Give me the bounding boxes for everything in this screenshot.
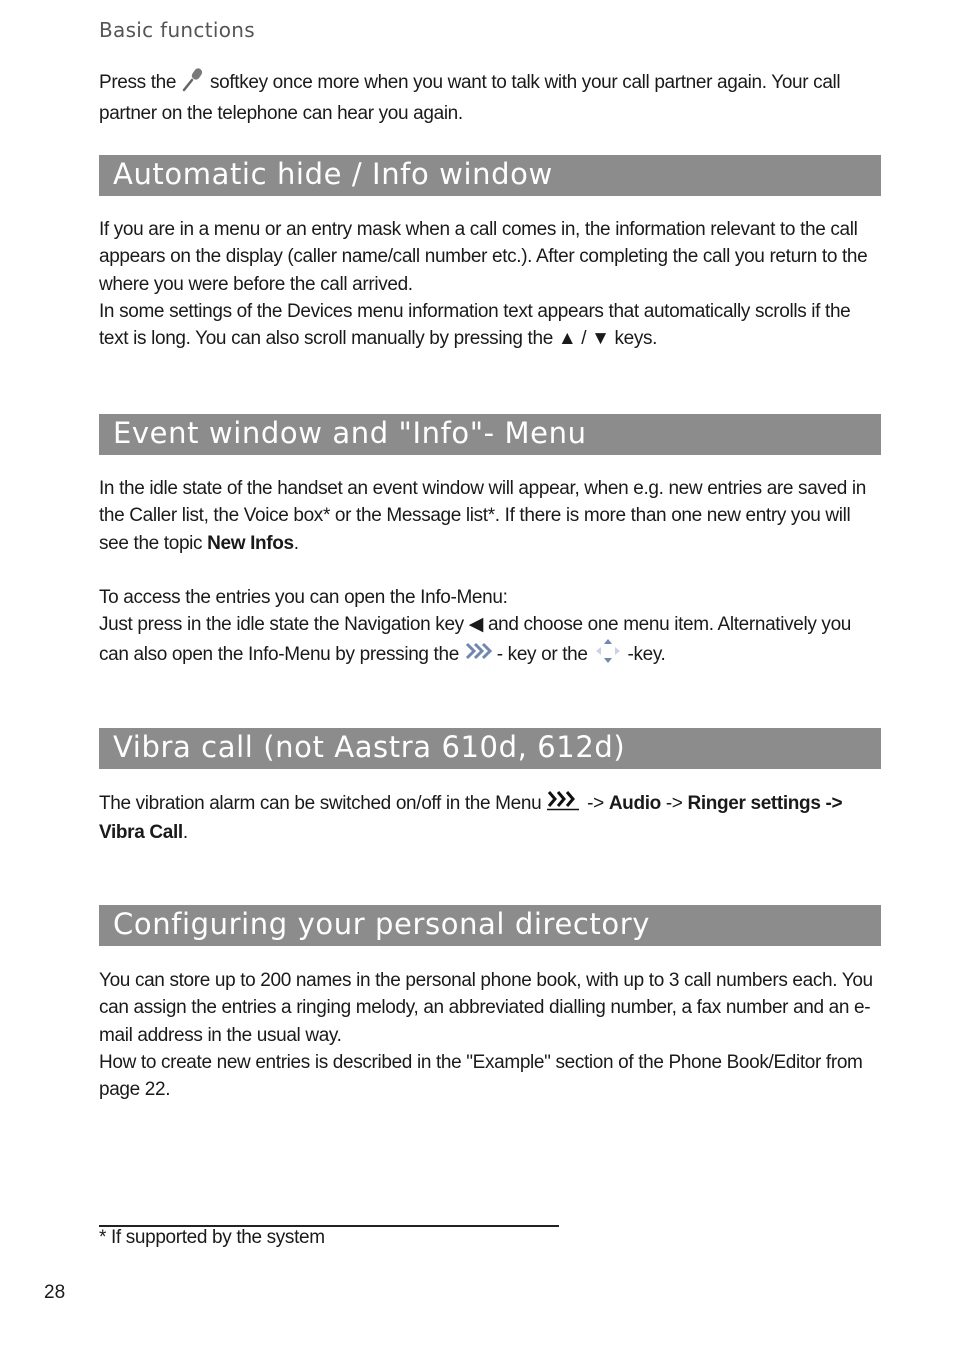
- section-3-body: [99, 789, 884, 847]
- paragraph: You can store up to 200 names in the personal phone book, with up to 3 call numbers each. You can assign the entries a ringing melody, an abbreviated dialling number, a fax number and an e-mail address in the usual way.: [99, 970, 873, 1046]
- section-4-body: [99, 967, 884, 1103]
- text-run: ->: [660, 793, 688, 815]
- text-run: ->: [582, 793, 609, 815]
- paragraph: How to create new entries is described in the "Example" section of the Phone Book/Editor from page 22.: [99, 1051, 863, 1101]
- paragraph: [99, 611, 884, 673]
- text-run: Just press in the idle state the Navigation key: [99, 614, 469, 636]
- section-2-body: [99, 475, 884, 673]
- text-run: keys.: [609, 328, 658, 350]
- section-1-body: [99, 216, 884, 352]
- audio-label: Audio: [608, 793, 661, 815]
- intro-text-2: softkey once more when you want to talk with your call partner again. Your call partner on the telephone can hear you again.: [99, 72, 841, 125]
- new-infos-label: New Infos: [207, 532, 294, 554]
- microphone-softkey-icon: [181, 66, 205, 100]
- running-head: Basic functions: [99, 18, 255, 42]
- text-run: In some settings of the Devices menu information text appears that automatically scrolls if the text is long. You can also scroll manually by pressing the: [99, 300, 851, 350]
- section-heading: Vibra call (not Aastra 610d, 612d): [113, 730, 626, 764]
- section-heading-bar: [99, 728, 881, 769]
- left-arrow-icon: ◀: [468, 614, 484, 636]
- section-heading-bar: [99, 905, 881, 946]
- intro-text-1: Press the: [99, 72, 182, 94]
- up-arrow-icon: ▲: [557, 328, 577, 350]
- text-run: .: [293, 532, 299, 554]
- page-number: 28: [44, 1282, 66, 1303]
- section-heading-bar: [99, 414, 881, 455]
- section-heading: Automatic hide / Info window: [113, 157, 553, 191]
- info-key-icon: [464, 641, 492, 669]
- paragraph: [99, 789, 884, 847]
- text-run: The vibration alarm can be switched on/off in the Menu: [99, 793, 547, 815]
- paragraph: To access the entries you can open the Info-Menu:: [99, 586, 508, 608]
- text-run: /: [576, 328, 592, 350]
- down-arrow-icon: ▼: [591, 328, 610, 350]
- section-heading: Event window and "Info"- Menu: [113, 416, 587, 450]
- spacer: [99, 557, 884, 584]
- paragraph: If you are in a menu or an entry mask when a call comes in, the information relevant to the call appears on the display (caller name/call number etc.). After completing the call you return to the where you were before the call arrived.: [99, 219, 868, 295]
- section-heading-bar: [99, 155, 881, 196]
- section-heading: Configuring your personal directory: [113, 907, 651, 941]
- text-run: In the idle state of the handset an event window will appear, when e.g. new entries are saved in the Caller list, the Voice box* or the Message list*. If there is more than one new entry you will see the topic: [99, 478, 867, 554]
- navigation-key-icon: [593, 638, 623, 672]
- intro-paragraph: [99, 66, 884, 128]
- text-run: -key.: [622, 644, 666, 666]
- footnote: * If supported by the system: [99, 1227, 325, 1248]
- paragraph: [99, 298, 884, 353]
- ringer-settings-label: Ringer settings -> Vibra Call: [99, 793, 843, 844]
- text-run: and choose one menu item. Alternatively you can also open the Info-Menu by pressing the: [99, 614, 852, 666]
- text-run: .: [182, 822, 188, 844]
- text-run: - key or the: [491, 644, 593, 666]
- menu-key-icon: [546, 789, 582, 819]
- paragraph: [99, 475, 884, 557]
